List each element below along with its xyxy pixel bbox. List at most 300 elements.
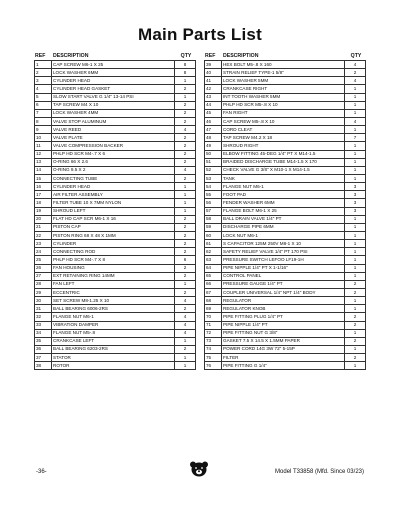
table-row xyxy=(205,354,366,362)
ref-cell: 7 xyxy=(35,109,52,117)
qty-cell: 1 xyxy=(345,93,366,101)
ref-cell: 17 xyxy=(35,191,52,199)
parts-table-left xyxy=(34,60,196,370)
qty-cell: 1 xyxy=(175,280,196,288)
qty-cell: 2 xyxy=(345,321,366,329)
ref-cell: 31 xyxy=(35,305,52,313)
description-cell: SHROUD RIGHT xyxy=(222,142,345,150)
description-cell: SLOW START VALVE G 1/4" 13-14 PSI xyxy=(52,93,175,101)
description-cell: DISCHARGE PIPE 6MM xyxy=(222,223,345,231)
qty-cell: 2 xyxy=(175,272,196,280)
description-cell: FLAT HD CAP SCR M6-1 X 16 xyxy=(52,215,175,223)
qty-cell: 1 xyxy=(345,150,366,158)
table-row xyxy=(35,264,196,272)
description-cell: INT TOOTH WASHER 5MM xyxy=(222,93,345,101)
table-row xyxy=(35,117,196,125)
description-cell: BALL BEARING 6203-2RS xyxy=(52,345,175,353)
table-row xyxy=(35,272,196,280)
description-cell: TANK xyxy=(222,174,345,182)
table-row xyxy=(35,85,196,93)
header-ref: REF xyxy=(35,53,46,59)
table-row xyxy=(205,183,366,191)
ref-cell: 9 xyxy=(35,126,52,134)
description-cell: FAN HOUSING xyxy=(52,264,175,272)
table-row xyxy=(35,150,196,158)
table-row xyxy=(35,256,196,264)
ref-cell: 52 xyxy=(205,166,222,174)
qty-cell: 4 xyxy=(175,329,196,337)
table-row xyxy=(205,158,366,166)
qty-cell: 2 xyxy=(345,69,366,77)
description-cell: CONNECTING TUBE xyxy=(52,174,175,182)
description-cell: FLANGE NUT M6-1 xyxy=(52,313,175,321)
ref-cell: 62 xyxy=(205,248,222,256)
table-row xyxy=(205,280,366,288)
description-cell: POWER CORD 14G 3W 72" 5-15P xyxy=(222,345,345,353)
description-cell: FLANGE BOLT M6-1 X 25 xyxy=(222,207,345,215)
description-cell: CYLINDER xyxy=(52,240,175,248)
header-description: DESCRIPTION xyxy=(223,53,259,59)
qty-cell: 1 xyxy=(345,101,366,109)
description-cell: CONNECTING ROD xyxy=(52,248,175,256)
table-row xyxy=(35,313,196,321)
qty-cell: 1 xyxy=(175,337,196,345)
table-row xyxy=(35,207,196,215)
description-cell: REGULATOR xyxy=(222,297,345,305)
table-row xyxy=(205,215,366,223)
table-row xyxy=(205,61,366,69)
description-cell: LOCK NUT M6-1 xyxy=(222,231,345,239)
ref-cell: 71 xyxy=(205,321,222,329)
description-cell: CHECK VALVE G 3/8" X M10-1 X M14-1.5 xyxy=(222,166,345,174)
description-cell: PIPE NIPPLE 1/4" PT X 1-1/16" xyxy=(222,264,345,272)
qty-cell: 2 xyxy=(175,101,196,109)
description-cell: PRESSURE SWITCH LEFOO LF19-1H xyxy=(222,256,345,264)
description-cell: CAP SCREW M5-.8 X 10 xyxy=(222,117,345,125)
qty-cell: 2 xyxy=(175,288,196,296)
description-cell: PIPE FITTING G 1/4" xyxy=(222,362,345,370)
table-row xyxy=(205,191,366,199)
ref-cell: 40 xyxy=(205,69,222,77)
ref-cell: 58 xyxy=(205,215,222,223)
qty-cell: 6 xyxy=(175,256,196,264)
table-row xyxy=(205,231,366,239)
ref-cell: 16 xyxy=(35,183,52,191)
table-row xyxy=(205,272,366,280)
qty-cell: 1 xyxy=(345,240,366,248)
qty-cell: 7 xyxy=(345,134,366,142)
qty-cell: 3 xyxy=(345,199,366,207)
ref-cell: 42 xyxy=(205,85,222,93)
description-cell: PHLP HD SCR M4-.7 X 6 xyxy=(52,150,175,158)
qty-cell: 2 xyxy=(175,223,196,231)
description-cell: ECCENTRIC xyxy=(52,288,175,296)
description-cell: FLANGE NUT M6-1 xyxy=(222,183,345,191)
table-row xyxy=(35,61,196,69)
table-row xyxy=(205,329,366,337)
ref-cell: 66 xyxy=(205,280,222,288)
table-row xyxy=(35,280,196,288)
ref-cell: 5 xyxy=(35,93,52,101)
qty-cell: 1 xyxy=(345,248,366,256)
qty-cell: 1 xyxy=(345,345,366,353)
table-row xyxy=(35,248,196,256)
ref-cell: 74 xyxy=(205,345,222,353)
qty-cell: 2 xyxy=(175,264,196,272)
table-row xyxy=(205,362,366,370)
ref-cell: 35 xyxy=(35,337,52,345)
qty-cell: 4 xyxy=(345,117,366,125)
ref-cell: 6 xyxy=(35,101,52,109)
description-cell: GASKET 7.5 X 14.5 X 1.5MM PAPER xyxy=(222,337,345,345)
qty-cell: 1 xyxy=(175,183,196,191)
description-cell: ROTOR xyxy=(52,362,175,370)
qty-cell: 1 xyxy=(175,191,196,199)
header-ref: REF xyxy=(205,53,216,59)
table-row xyxy=(35,329,196,337)
description-cell: LOCK WASHER 5MM xyxy=(222,77,345,85)
ref-cell: 1 xyxy=(35,61,52,69)
ref-cell: 43 xyxy=(205,93,222,101)
description-cell: CRANKCASE LEFT xyxy=(52,337,175,345)
bear-head-icon xyxy=(189,461,209,477)
ref-cell: 34 xyxy=(35,329,52,337)
description-cell: REGULATOR KNOB xyxy=(222,305,345,313)
ref-cell: 24 xyxy=(35,248,52,256)
qty-cell: 2 xyxy=(345,280,366,288)
table-row xyxy=(205,150,366,158)
description-cell: SET SCREW M8-1.25 X 10 xyxy=(52,297,175,305)
ref-cell: 70 xyxy=(205,313,222,321)
ref-cell: 49 xyxy=(205,142,222,150)
table-row xyxy=(205,321,366,329)
ref-cell: 61 xyxy=(205,240,222,248)
qty-cell: 2 xyxy=(175,134,196,142)
qty-cell: 4 xyxy=(175,166,196,174)
description-cell: COUPLER UNIVERSAL 1/4" NPT 1/4" BODY xyxy=(222,288,345,296)
description-cell: PISTON CAP xyxy=(52,223,175,231)
qty-cell: 2 xyxy=(345,354,366,362)
parts-table-right xyxy=(204,60,366,370)
ref-cell: 39 xyxy=(205,61,222,69)
ref-cell: 55 xyxy=(205,191,222,199)
description-cell: CYLINDER HEAD xyxy=(52,77,175,85)
table-row xyxy=(35,166,196,174)
ref-cell: 2 xyxy=(35,69,52,77)
qty-cell: 2 xyxy=(175,158,196,166)
parts-column-left xyxy=(34,50,196,370)
description-cell: PIPE FITTING NUT G 3/8" xyxy=(222,329,345,337)
description-cell: STATOR xyxy=(52,354,175,362)
ref-cell: 4 xyxy=(35,85,52,93)
ref-cell: 48 xyxy=(205,134,222,142)
table-row xyxy=(205,297,366,305)
ref-cell: 69 xyxy=(205,305,222,313)
qty-cell: 2 xyxy=(345,313,366,321)
qty-cell: 2 xyxy=(175,85,196,93)
qty-cell: 2 xyxy=(175,345,196,353)
table-row xyxy=(205,93,366,101)
description-cell: CYLINDER HEAD xyxy=(52,183,175,191)
table-header xyxy=(204,50,366,60)
description-cell: O-RING 9.5 X 2 xyxy=(52,166,175,174)
description-cell: FILTER xyxy=(222,354,345,362)
ref-cell: 64 xyxy=(205,264,222,272)
ref-cell: 23 xyxy=(35,240,52,248)
ref-cell: 12 xyxy=(35,150,52,158)
ref-cell: 59 xyxy=(205,223,222,231)
ref-cell: 67 xyxy=(205,288,222,296)
description-cell: FENDER WASHER 6MM xyxy=(222,199,345,207)
table-header xyxy=(34,50,196,60)
qty-cell: 1 xyxy=(345,256,366,264)
table-row xyxy=(205,174,366,182)
table-row xyxy=(205,313,366,321)
description-cell: TAP SCREW M4 X 10 xyxy=(52,101,175,109)
qty-cell: 1 xyxy=(345,174,366,182)
description-cell: LOCK WASHER 4MM xyxy=(52,109,175,117)
ref-cell: 8 xyxy=(35,117,52,125)
table-row xyxy=(205,126,366,134)
page-title: Main Parts List xyxy=(138,25,262,44)
qty-cell: 1 xyxy=(345,223,366,231)
table-row xyxy=(205,117,366,125)
description-cell: S CAPACITOR 125M 250V M8-1 X 10 xyxy=(222,240,345,248)
description-cell: SHROUD LEFT xyxy=(52,207,175,215)
ref-cell: 29 xyxy=(35,288,52,296)
table-row xyxy=(205,142,366,150)
qty-cell: 3 xyxy=(345,183,366,191)
qty-cell: 1 xyxy=(345,142,366,150)
table-row xyxy=(205,240,366,248)
table-row xyxy=(35,223,196,231)
table-row xyxy=(205,77,366,85)
qty-cell: 1 xyxy=(345,85,366,93)
qty-cell: 1 xyxy=(345,215,366,223)
ref-cell: 73 xyxy=(205,337,222,345)
ref-cell: 44 xyxy=(205,101,222,109)
qty-cell: 2 xyxy=(175,305,196,313)
table-row xyxy=(35,288,196,296)
ref-cell: 38 xyxy=(35,362,52,370)
qty-cell: 2 xyxy=(175,231,196,239)
description-cell: CORD CLEAT xyxy=(222,126,345,134)
ref-cell: 51 xyxy=(205,158,222,166)
description-cell: VALVE REED xyxy=(52,126,175,134)
description-cell: BRAIDED DISCHARGE TUBE M14-1.5 X 170 xyxy=(222,158,345,166)
description-cell: VIBRATION DAMPER xyxy=(52,321,175,329)
description-cell: O-RING 66 X 2.6 xyxy=(52,158,175,166)
ref-cell: 19 xyxy=(35,207,52,215)
table-row xyxy=(205,207,366,215)
header-description: DESCRIPTION xyxy=(53,53,89,59)
table-row xyxy=(35,158,196,166)
qty-cell: 2 xyxy=(345,337,366,345)
ref-cell: 57 xyxy=(205,207,222,215)
header-qty: QTY xyxy=(180,53,192,59)
qty-cell: 1 xyxy=(345,166,366,174)
qty-cell: 1 xyxy=(345,362,366,370)
qty-cell: 3 xyxy=(345,191,366,199)
ref-cell: 68 xyxy=(205,297,222,305)
ref-cell: 26 xyxy=(35,264,52,272)
page-number: -36- xyxy=(36,469,47,475)
table-row xyxy=(205,223,366,231)
description-cell: CRANKCASE RIGHT xyxy=(222,85,345,93)
description-cell: VALVE PLATE xyxy=(52,134,175,142)
table-row xyxy=(205,134,366,142)
description-cell: PISTON RING 68 X 48 X 1MM xyxy=(52,231,175,239)
description-cell: ELBOW FITTING 45-DEG 1/4" PT X M14-1.5 xyxy=(222,150,345,158)
table-row xyxy=(35,77,196,85)
header-qty: QTY xyxy=(350,53,362,59)
ref-cell: 60 xyxy=(205,231,222,239)
table-row xyxy=(205,199,366,207)
qty-cell: 2 xyxy=(175,150,196,158)
description-cell: CONTROL PANEL xyxy=(222,272,345,280)
ref-cell: 13 xyxy=(35,158,52,166)
qty-cell: 4 xyxy=(345,61,366,69)
description-cell: BALL DRAIN VALVE 1/4" PT xyxy=(222,215,345,223)
description-cell: FAN LEFT xyxy=(52,280,175,288)
description-cell: PIPE FITTING PLUG 1/4" PT xyxy=(222,313,345,321)
ref-cell: 30 xyxy=(35,297,52,305)
table-row xyxy=(35,199,196,207)
qty-cell: 1 xyxy=(175,199,196,207)
ref-cell: 50 xyxy=(205,150,222,158)
ref-cell: 76 xyxy=(205,362,222,370)
qty-cell: 1 xyxy=(345,231,366,239)
table-row xyxy=(35,362,196,370)
qty-cell: 8 xyxy=(175,69,196,77)
table-row xyxy=(35,305,196,313)
table-row xyxy=(35,134,196,142)
table-row xyxy=(205,101,366,109)
ref-cell: 41 xyxy=(205,77,222,85)
qty-cell: 3 xyxy=(345,207,366,215)
table-row xyxy=(205,305,366,313)
ref-cell: 28 xyxy=(35,280,52,288)
ref-cell: 65 xyxy=(205,272,222,280)
table-row xyxy=(35,174,196,182)
qty-cell: 1 xyxy=(345,264,366,272)
ref-cell: 15 xyxy=(35,174,52,182)
table-row xyxy=(205,288,366,296)
ref-cell: 63 xyxy=(205,256,222,264)
table-row xyxy=(35,93,196,101)
description-cell: LOCK WASHER 6MM xyxy=(52,69,175,77)
table-row xyxy=(35,101,196,109)
table-row xyxy=(205,85,366,93)
table-row xyxy=(205,248,366,256)
description-cell: PHLP HD SCR M4-.7 X 8 xyxy=(52,256,175,264)
description-cell: FILTER TUBE 10 X 7MM NYLON xyxy=(52,199,175,207)
ref-cell: 56 xyxy=(205,199,222,207)
qty-cell: 2 xyxy=(175,240,196,248)
table-row xyxy=(35,321,196,329)
ref-cell: 47 xyxy=(205,126,222,134)
qty-cell: 2 xyxy=(175,117,196,125)
qty-cell: 2 xyxy=(175,142,196,150)
qty-cell: 4 xyxy=(345,77,366,85)
qty-cell: 1 xyxy=(345,126,366,134)
qty-cell: 8 xyxy=(175,61,196,69)
qty-cell: 1 xyxy=(345,272,366,280)
table-row xyxy=(35,240,196,248)
description-cell: SAFETY RELIEF VALVE 1/4" PT 170 PSI xyxy=(222,248,345,256)
description-cell: FLANGE NUT M5-.8 xyxy=(52,329,175,337)
description-cell: FAN RIGHT xyxy=(222,109,345,117)
qty-cell: 4 xyxy=(175,297,196,305)
ref-cell: 27 xyxy=(35,272,52,280)
qty-cell: 1 xyxy=(175,362,196,370)
table-row xyxy=(35,337,196,345)
description-cell: STRAIN RELIEF TYPE-1 5/8" xyxy=(222,69,345,77)
description-cell: HEX BOLT M5-.8 X 160 xyxy=(222,61,345,69)
description-cell: CYLINDER HEAD GASKET xyxy=(52,85,175,93)
ref-cell: 14 xyxy=(35,166,52,174)
table-row xyxy=(35,297,196,305)
qty-cell: 4 xyxy=(175,321,196,329)
model-label: Model T33858 (Mfd. Since 03/23) xyxy=(275,469,364,475)
qty-cell: 1 xyxy=(175,93,196,101)
table-row xyxy=(205,166,366,174)
description-cell: VALVE COMPRESSION BACKER xyxy=(52,142,175,150)
ref-cell: 53 xyxy=(205,174,222,182)
table-row xyxy=(35,69,196,77)
qty-cell: 1 xyxy=(175,207,196,215)
description-cell: PHLP HD SCR M5-.8 X 10 xyxy=(222,101,345,109)
ref-cell: 54 xyxy=(205,183,222,191)
table-row xyxy=(205,264,366,272)
qty-cell: 1 xyxy=(345,329,366,337)
table-row xyxy=(35,345,196,353)
qty-cell: 1 xyxy=(345,109,366,117)
qty-cell: 2 xyxy=(175,109,196,117)
ref-cell: 32 xyxy=(35,313,52,321)
ref-cell: 3 xyxy=(35,77,52,85)
table-row xyxy=(35,126,196,134)
ref-cell: 75 xyxy=(205,354,222,362)
table-row xyxy=(205,337,366,345)
qty-cell: 4 xyxy=(175,126,196,134)
table-row xyxy=(205,345,366,353)
ref-cell: 72 xyxy=(205,329,222,337)
qty-cell: 1 xyxy=(345,305,366,313)
table-row xyxy=(205,256,366,264)
ref-cell: 10 xyxy=(35,134,52,142)
qty-cell: 4 xyxy=(175,313,196,321)
qty-cell: 2 xyxy=(175,248,196,256)
ref-cell: 25 xyxy=(35,256,52,264)
description-cell: TAP SCREW M4.2 X 18 xyxy=(222,134,345,142)
table-row xyxy=(35,142,196,150)
parts-column-right xyxy=(204,50,366,370)
ref-cell: 33 xyxy=(35,321,52,329)
ref-cell: 11 xyxy=(35,142,52,150)
ref-cell: 37 xyxy=(35,354,52,362)
description-cell: PIPE NIPPLE 1/4" PT xyxy=(222,321,345,329)
table-row xyxy=(35,215,196,223)
ref-cell: 46 xyxy=(205,117,222,125)
ref-cell: 20 xyxy=(35,215,52,223)
qty-cell: 1 xyxy=(175,354,196,362)
ref-cell: 21 xyxy=(35,223,52,231)
ref-cell: 22 xyxy=(35,231,52,239)
table-row xyxy=(35,231,196,239)
qty-cell: 1 xyxy=(345,158,366,166)
qty-cell: 1 xyxy=(345,297,366,305)
